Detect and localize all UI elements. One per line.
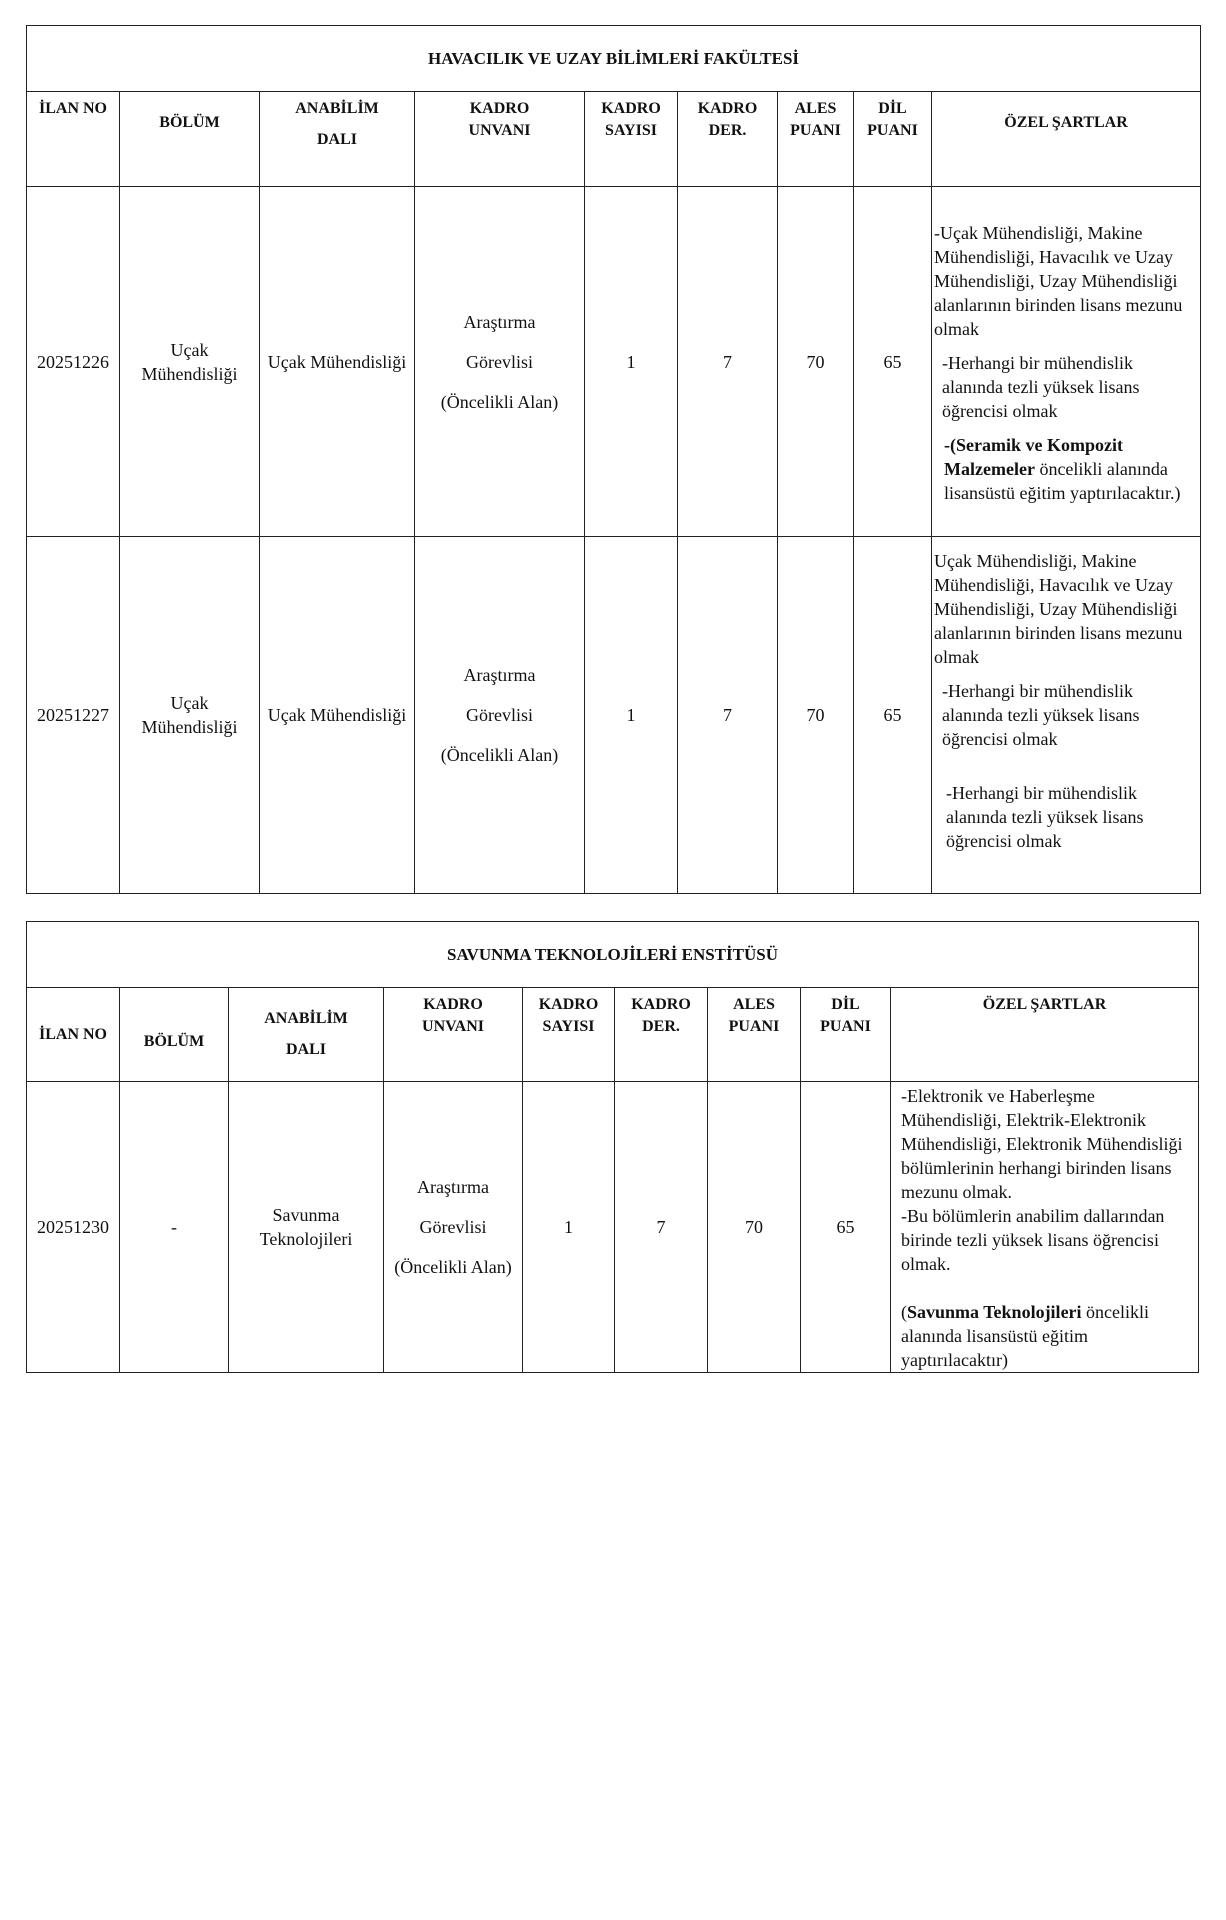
bolum: -	[120, 1082, 229, 1373]
ozel-sartlar	[932, 187, 1201, 537]
header-bolum: BÖLÜM	[120, 988, 229, 1082]
table-row	[27, 537, 1201, 894]
header-kadro-sayisi: KADRO SAYISI	[585, 92, 678, 187]
ilan-no: 20251230	[27, 1082, 120, 1373]
header-kadro-unvani: KADRO UNVANI	[384, 988, 523, 1082]
condition: -Herhangi bir mühendislik alanında tezli yüksek lisans öğrencisi olmak	[946, 783, 1144, 851]
ozel-sartlar	[932, 537, 1201, 894]
ales-puani: 70	[778, 187, 854, 537]
kadro-unvani: Araştırma Görevlisi (Öncelikli Alan)	[415, 187, 585, 537]
dil-puani: 65	[854, 537, 932, 894]
ilan-no: 20251227	[27, 537, 120, 894]
table-row	[27, 1082, 1199, 1373]
header-bolum: BÖLÜM	[120, 92, 260, 187]
condition: -Herhangi bir mühendislik alanında tezli yüksek lisans öğrencisi olmak	[942, 681, 1140, 749]
ales-puani: 70	[708, 1082, 801, 1373]
anabilim: Savunma Teknolojileri	[229, 1082, 384, 1373]
condition: -Herhangi bir mühendislik alanında tezli yüksek lisans öğrencisi olmak	[942, 353, 1140, 421]
kadro-sayisi: 1	[585, 187, 678, 537]
condition: -(Seramik ve Kompozit Malzemeler öncelikli alanında lisansüstü eğitim yaptırılacaktır.)	[944, 435, 1181, 503]
kadro-der: 7	[615, 1082, 708, 1373]
condition: (Savunma Teknolojileri öncelikli alanında lisansüstü eğitim yaptırılacaktır)	[901, 1302, 1150, 1370]
dil-puani: 65	[801, 1082, 891, 1373]
header-anabilim: ANABİLİM DALI	[260, 92, 415, 187]
bolum: Uçak Mühendisliği	[120, 537, 260, 894]
header-kadro-der: KADRO DER.	[678, 92, 778, 187]
header-row	[27, 988, 1199, 1082]
header-ilan-no: İLAN NO	[27, 988, 120, 1082]
header-dil: DİL PUANI	[854, 92, 932, 187]
savunma-table	[26, 921, 1199, 1373]
header-dil: DİL PUANI	[801, 988, 891, 1082]
havacilik-table	[26, 25, 1201, 894]
dil-puani: 65	[854, 187, 932, 537]
kadro-unvani: Araştırma Görevlisi (Öncelikli Alan)	[384, 1082, 523, 1373]
condition: -Elektronik ve Haberleşme Mühendisliği, Elektrik-Elektronik Mühendisliği, Elektronik Mühendisliği bölümlerinin herhangi birinden lisans mezunu olmak.	[901, 1086, 1183, 1202]
header-ales: ALES PUANI	[778, 92, 854, 187]
anabilim: Uçak Mühendisliği	[260, 537, 415, 894]
kadro-sayisi: 1	[523, 1082, 615, 1373]
faculty-title: HAVACILIK VE UZAY BİLİMLERİ FAKÜLTESİ	[27, 26, 1201, 92]
kadro-der: 7	[678, 537, 778, 894]
anabilim: Uçak Mühendisliği	[260, 187, 415, 537]
kadro-der: 7	[678, 187, 778, 537]
bolum: Uçak Mühendisliği	[120, 187, 260, 537]
header-ales: ALES PUANI	[708, 988, 801, 1082]
header-kadro-der: KADRO DER.	[615, 988, 708, 1082]
header-anabilim: ANABİLİM DALI	[229, 988, 384, 1082]
header-row	[27, 92, 1201, 187]
header-ilan-no: İLAN NO	[27, 92, 120, 187]
kadro-unvani: Araştırma Görevlisi (Öncelikli Alan)	[415, 537, 585, 894]
kadro-sayisi: 1	[585, 537, 678, 894]
table-row	[27, 187, 1201, 537]
condition: Uçak Mühendisliği, Makine Mühendisliği, Havacılık ve Uzay Mühendisliği, Uzay Mühendisliği alanlarının birinden lisans mezunu olmak	[934, 551, 1183, 667]
ilan-no: 20251226	[27, 187, 120, 537]
header-kadro-unvani: KADRO UNVANI	[415, 92, 585, 187]
header-kadro-sayisi: KADRO SAYISI	[523, 988, 615, 1082]
ales-puani: 70	[778, 537, 854, 894]
ozel-sartlar	[891, 1082, 1199, 1373]
header-ozel-sartlar: ÖZEL ŞARTLAR	[932, 92, 1201, 187]
condition: -Bu bölümlerin anabilim dallarından birinde tezli yüksek lisans öğrencisi olmak.	[901, 1206, 1165, 1274]
condition: -Uçak Mühendisliği, Makine Mühendisliği, Havacılık ve Uzay Mühendisliği, Uzay Mühendisliği alanlarının birinden lisans mezunu olmak	[934, 223, 1183, 339]
header-ozel-sartlar: ÖZEL ŞARTLAR	[891, 988, 1199, 1082]
institute-title: SAVUNMA TEKNOLOJİLERİ ENSTİTÜSÜ	[27, 922, 1199, 988]
